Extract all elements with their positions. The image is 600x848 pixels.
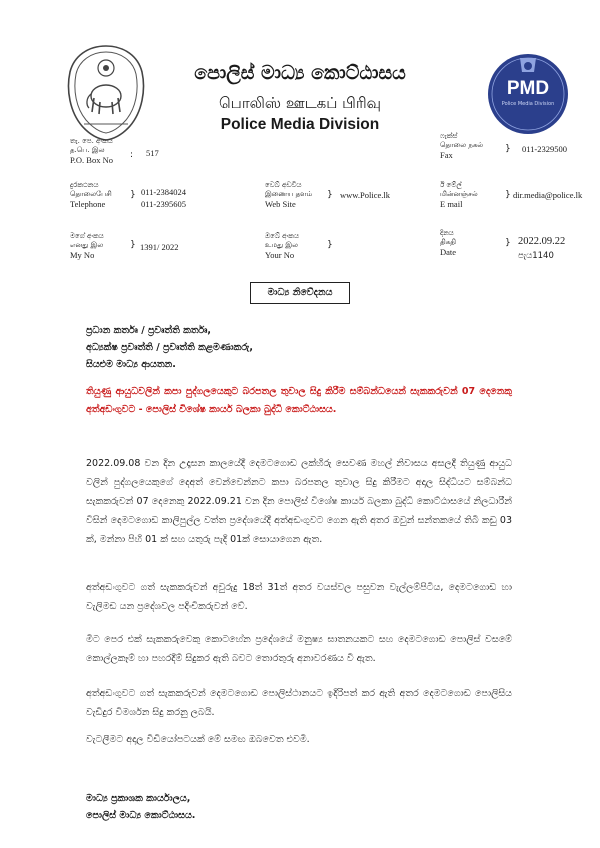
fax-label: ෆැක්ස් தொலை நகல் Fax <box>440 132 484 160</box>
telephone-value-2: 011-2395605 <box>141 199 187 209</box>
pobox-label: තැ. පෙ. අංකය த.பெ. இல P.O. Box No <box>70 137 113 165</box>
paragraph-2: අත්අඩංගුවට ගත් සැකකරුවන් අවුරුදු 18ත් 31ත් අතර වයස්වල පසුවන වැල්ලම්පිටිය, දෙමටගොඩ හා වැලිමඩ යන ප්‍රදේශවල පදිංචිකරුවන් වේ. <box>86 582 512 612</box>
address-line: සියළුම මාධ්‍ය ආයතන. <box>86 359 176 370</box>
fax-value: 011-2329500 <box>522 144 568 154</box>
police-seal-icon <box>64 42 148 142</box>
title-tamil: பொலிஸ் ஊடகப் பிரிவு <box>218 94 381 112</box>
paragraph-4: අත්අඩංගුවට ගත් සැකකරුවන් දෙමටගොඩ පොලිස්ථානයට ඉදිරිපත් කර ඇති අතර දෙමටගොඩ පොලිසිය වැඩිදුර විමර්ශන සිදු කරනු ලබයි. <box>86 688 512 718</box>
telephone-label: දුරකථනය தொலைபேசி Telephone <box>70 181 112 209</box>
address-block <box>86 322 253 373</box>
myno-value: 1391/ 2022 <box>140 242 179 252</box>
yourno-label: ඔබේ අංකය உமது இல Your No <box>265 232 299 260</box>
pobox-value: 517 <box>146 148 159 158</box>
subject-line: තියුණු ආයුධවලින් කපා පුද්ගලයෙකුට බරපතල තුවාල සිදු කිරීම සම්බන්ධයෙන් සැකකරුවන් 07 දෙනෙකු අත්අඩංගුවට - පොලිස් විශේෂ කාර්ය බලකා බුද්ධි කොට්ඨාසය. <box>86 386 512 415</box>
paragraph-1: 2022.09.08 වන දින උදෑසන කාලයේදී දෙමටගොඩ ලක්හිරු සෙවණ මහල් නිවාසය අසලදී තියුණු ආයුධ වලින් පුද්ගලයෙකුගේ දෙඅත් වෙන්වෙන්නට කපා බරපතල තුවාල සිදු කිරීමට අදාල සිද්ධියට සම්බන්ධ සැකකරුවන් 07 දෙනෙකු 2022.09.21 වන දින පොලිස් විශේෂ කාර්ය බලකා බුද්ධි කොට්ඨාසයේ නිලධාරීන් විසින් දෙමටගොඩ කාලිපුල්ල වත්ත ප්‍රදේශයේදී අත්අඩංගුවට ගෙන ඇති අතර ඔවුන් සන්තකයේ තිබී කඩු 03 ක්, මන්නා පිහි 01 ක් සහ යතුරු පැදි 01ක් සොයාගෙන ඇත. <box>86 458 512 545</box>
email-value: dir.media@police.lk <box>513 190 583 200</box>
telephone-value-1: 011-2384024 <box>141 187 187 197</box>
website-value: www.Police.lk <box>340 190 390 200</box>
myno-label: මගේ අංකය எனது இல My No <box>70 232 104 260</box>
signature-block <box>86 790 195 824</box>
time-value: පැය1140 <box>518 251 554 261</box>
signature-line: මාධ්‍ය ප්‍රකාශක කාර්යාලය, <box>86 793 191 804</box>
address-line: අධ්‍යක්ෂ ප්‍රවෘත්ති / ප්‍රවෘත්ති කළමණාකරු, <box>86 342 253 353</box>
title-sinhala: පොලිස් මාධ්‍ය කොට්ඨාසය <box>194 62 406 84</box>
website-label: වෙබ් අඩවිය இணைய தளம் Web Site <box>265 181 313 209</box>
email-label: ඊ මේල් மின்னஞ்சல் E mail <box>440 181 478 209</box>
logo-caption: Police Media Division <box>501 101 555 107</box>
address-line: ප්‍රධාන කර්තෘ / ප්‍රවෘත්ති කර්තෘ, <box>86 325 212 336</box>
logo-text: PMD <box>506 78 550 99</box>
signature-line: පොලිස් මාධ්‍ය කොට්ඨාසය. <box>86 810 196 821</box>
date-value: 2022.09.22 <box>518 236 566 247</box>
title-english: Police Media Division <box>220 116 380 133</box>
paragraph-3: මීට පෙර එක් සැකකරුවෙකු කොටහේන ප්‍රදේශයේ මනුෂ්‍ය ඝාතනයකට සහ දෙමටගොඩ පොලිස් වසමේ කොල්ලකෑම් හා පහරදීම් සිදුකර ඇති බවට තොරතුරු අනාවරණය වී ඇත. <box>86 634 512 664</box>
paragraph-5: වැටලීමට අදාල වීඩියෝපටයක් මේ සමඟ ඔබවෙත එවමි. <box>86 734 310 745</box>
media-release-heading: මාධ්‍ය නිවේදනය <box>250 282 350 304</box>
date-label: දිනය திகதி Date <box>440 229 457 257</box>
